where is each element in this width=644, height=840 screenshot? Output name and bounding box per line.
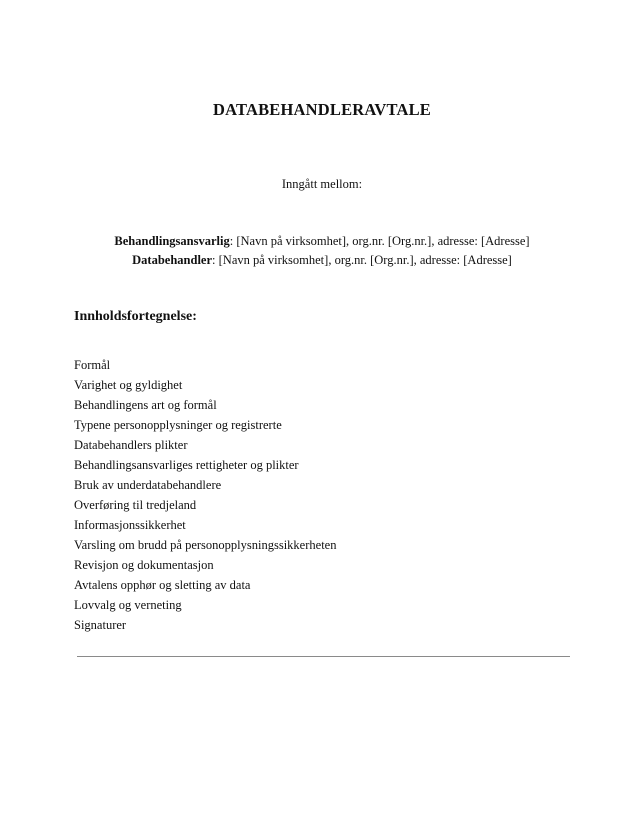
document-title: DATABEHANDLERAVTALE bbox=[212, 100, 432, 119]
toc-item: Formål bbox=[74, 358, 111, 372]
toc-item: Typene personopplysninger og registrerte bbox=[74, 418, 282, 432]
toc-item: Varsling om brudd på personopplysningssikkerheten bbox=[74, 538, 337, 552]
toc-item: Bruk av underdatabehandlere bbox=[74, 478, 222, 492]
section-divider bbox=[77, 656, 570, 657]
parties-block bbox=[0, 232, 644, 270]
party-controller bbox=[0, 232, 644, 251]
toc-item: Overføring til tredjeland bbox=[74, 498, 197, 512]
toc-item: Revisjon og dokumentasjon bbox=[74, 558, 214, 572]
party-details: : [Navn på virksomhet], org.nr. [Org.nr.], adresse: [Adresse] bbox=[229, 234, 530, 248]
toc-item: Varighet og gyldighet bbox=[74, 378, 183, 392]
toc-list bbox=[74, 355, 336, 635]
party-details: : [Navn på virksomhet], org.nr. [Org.nr.], adresse: [Adresse] bbox=[212, 253, 512, 267]
toc-item: Informasjonssikkerhet bbox=[74, 518, 186, 532]
intro-text: Inngått mellom: bbox=[281, 177, 363, 191]
party-label: Databehandler bbox=[132, 253, 213, 267]
toc-item: Databehandlers plikter bbox=[74, 438, 188, 452]
toc-item: Behandlingens art og formål bbox=[74, 398, 217, 412]
party-processor bbox=[0, 251, 644, 270]
party-label: Behandlingsansvarlig bbox=[114, 234, 230, 248]
toc-item: Behandlingsansvarliges rettigheter og plikter bbox=[74, 458, 299, 472]
toc-item: Lovvalg og verneting bbox=[74, 598, 182, 612]
toc-heading: Innholdsfortegnelse: bbox=[74, 309, 197, 324]
toc-item: Avtalens opphør og sletting av data bbox=[74, 578, 251, 592]
toc-item: Signaturer bbox=[74, 618, 127, 632]
